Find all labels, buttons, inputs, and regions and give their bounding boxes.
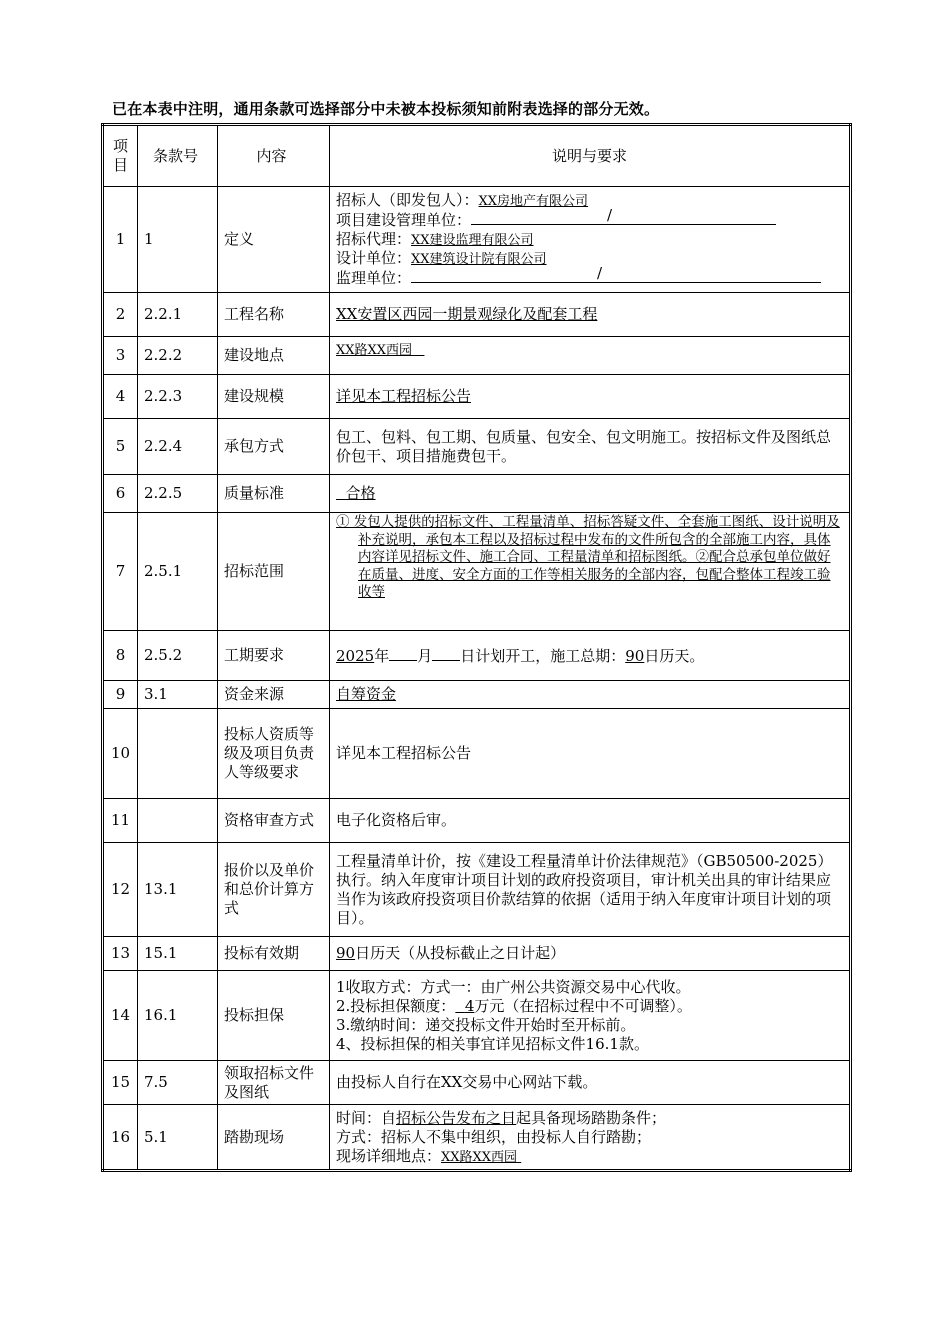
- bid-scope: ① 发包人提供的招标文件、工程量清单、招标答疑文件、全套施工图纸、设计说明及补充说明，承包本工程以及招标过程中发布的文件所包含的全部施工内容，具体内容详见招标文件、施工合同、工程量清单和招标图纸。②配合总承包单位做好在质量、进度、安全方面的工作等相关服务的全部内容，包配合整体工程竣工验收等: [336, 514, 840, 600]
- table-row: 7 2.5.1 招标范围 ① 发包人提供的招标文件、工程量清单、招标答疑文件、全套施工图纸、设计说明及补充说明，承包本工程以及招标过程中发布的文件所包含的全部施工内容，具体内容详见招标文件、施工合同、工程量清单和招标图纸。②配合总承包单位做好在质量、进度、安全方面的工作等相关服务的全部内容，包配合整体工程竣工验收等: [103, 513, 851, 631]
- table-row: 3 2.2.2 建设地点 XX路XX西园: [103, 337, 851, 375]
- table-note: 已在本表中注明，通用条款可选择部分中未被本投标须知前附表选择的部分无效。: [112, 100, 660, 118]
- project-location: XX路XX西园: [336, 343, 413, 358]
- table-row: 14 16.1 投标担保 1收取方式：方式一：由广州公共资源交易中心代收。 2.投标担保额度： 4万元（在招标过程中不可调整）。 3.缴纳时间：递交投标文件开始时至开标前。 4、投标担保的相关事宜详见招标文件16.1款。: [103, 971, 851, 1061]
- quality-standard: 合格: [345, 484, 376, 502]
- table-row: 5 2.2.4 承包方式 包工、包料、包工期、包质量、包安全、包文明施工。按招标文件及图纸总价包干、项目措施费包干。: [103, 419, 851, 475]
- table-row: 4 2.2.3 建设规模 详见本工程招标公告: [103, 375, 851, 419]
- table-row: 1 1 定义 招标人（即发包人）：XX房地产有限公司 项目建设管理单位： / 招标代理：XX建设监理有限公司 设计单位：XX建筑设计院有限公司 监理单位： /: [103, 187, 851, 293]
- header-content: 内容: [218, 125, 330, 187]
- table-row: 13 15.1 投标有效期 90日历天（从投标截止之日计起）: [103, 937, 851, 971]
- table-header-row: [103, 125, 851, 187]
- table-row: 8 2.5.2 工期要求 2025年 月 日计划开工，施工总期：90日历天。: [103, 631, 851, 681]
- site-visit-cell: 时间：自招标公告发布之日起具备现场踏勘条件； 方式：招标人不集中组织，由投标人自行踏勘； 现场详细地点：XX路XX西园: [330, 1105, 851, 1171]
- bid-instructions-table: [101, 123, 852, 1172]
- schedule-cell: 2025年 月 日计划开工，施工总期：90日历天。: [330, 631, 851, 681]
- table-row: 15 7.5 领取招标文件及图纸 由投标人自行在XX交易中心网站下载。: [103, 1061, 851, 1105]
- table-row: 2 2.2.1 工程名称 XX安置区西园一期景观绿化及配套工程: [103, 293, 851, 337]
- table-row: 10 投标人资质等级及项目负责人等级要求 详见本工程招标公告: [103, 709, 851, 799]
- table-row: 16 5.1 踏勘现场 时间：自招标公告发布之日起具备现场踏勘条件； 方式：招标人不集中组织，由投标人自行踏勘； 现场详细地点：XX路XX西园: [103, 1105, 851, 1171]
- table-row: 9 3.1 资金来源 自筹资金: [103, 681, 851, 709]
- definition-cell: 招标人（即发包人）：XX房地产有限公司 项目建设管理单位： / 招标代理：XX建设监理有限公司 设计单位：XX建筑设计院有限公司 监理单位： /: [330, 187, 851, 293]
- bid-bond-cell: 1收取方式：方式一：由广州公共资源交易中心代收。 2.投标担保额度： 4万元（在招标过程中不可调整）。 3.缴纳时间：递交投标文件开始时至开标前。 4、投标担保的相关事宜详见招标文件16.1款。: [330, 971, 851, 1061]
- table-row: 6 2.2.5 质量标准 合格: [103, 475, 851, 513]
- table-row: 12 13.1 报价以及单价和总价计算方式 工程量清单计价，按《建设工程量清单计价法律规范》（GB50500-2025）执行。纳入年度审计项目计划的政府投资项目，审计机关出具的审计结果应当作为该政府投资项目价款结算的依据（适用于纳入年度审计项目计划的项目）。: [103, 843, 851, 937]
- header-clause: 条款号: [138, 125, 218, 187]
- header-no: 项 目: [103, 125, 138, 187]
- project-name: XX安置区西园一期景观绿化及配套工程: [336, 305, 598, 323]
- table-row: 11 资格审查方式 电子化资格后审。: [103, 799, 851, 843]
- header-desc: 说明与要求: [330, 125, 851, 187]
